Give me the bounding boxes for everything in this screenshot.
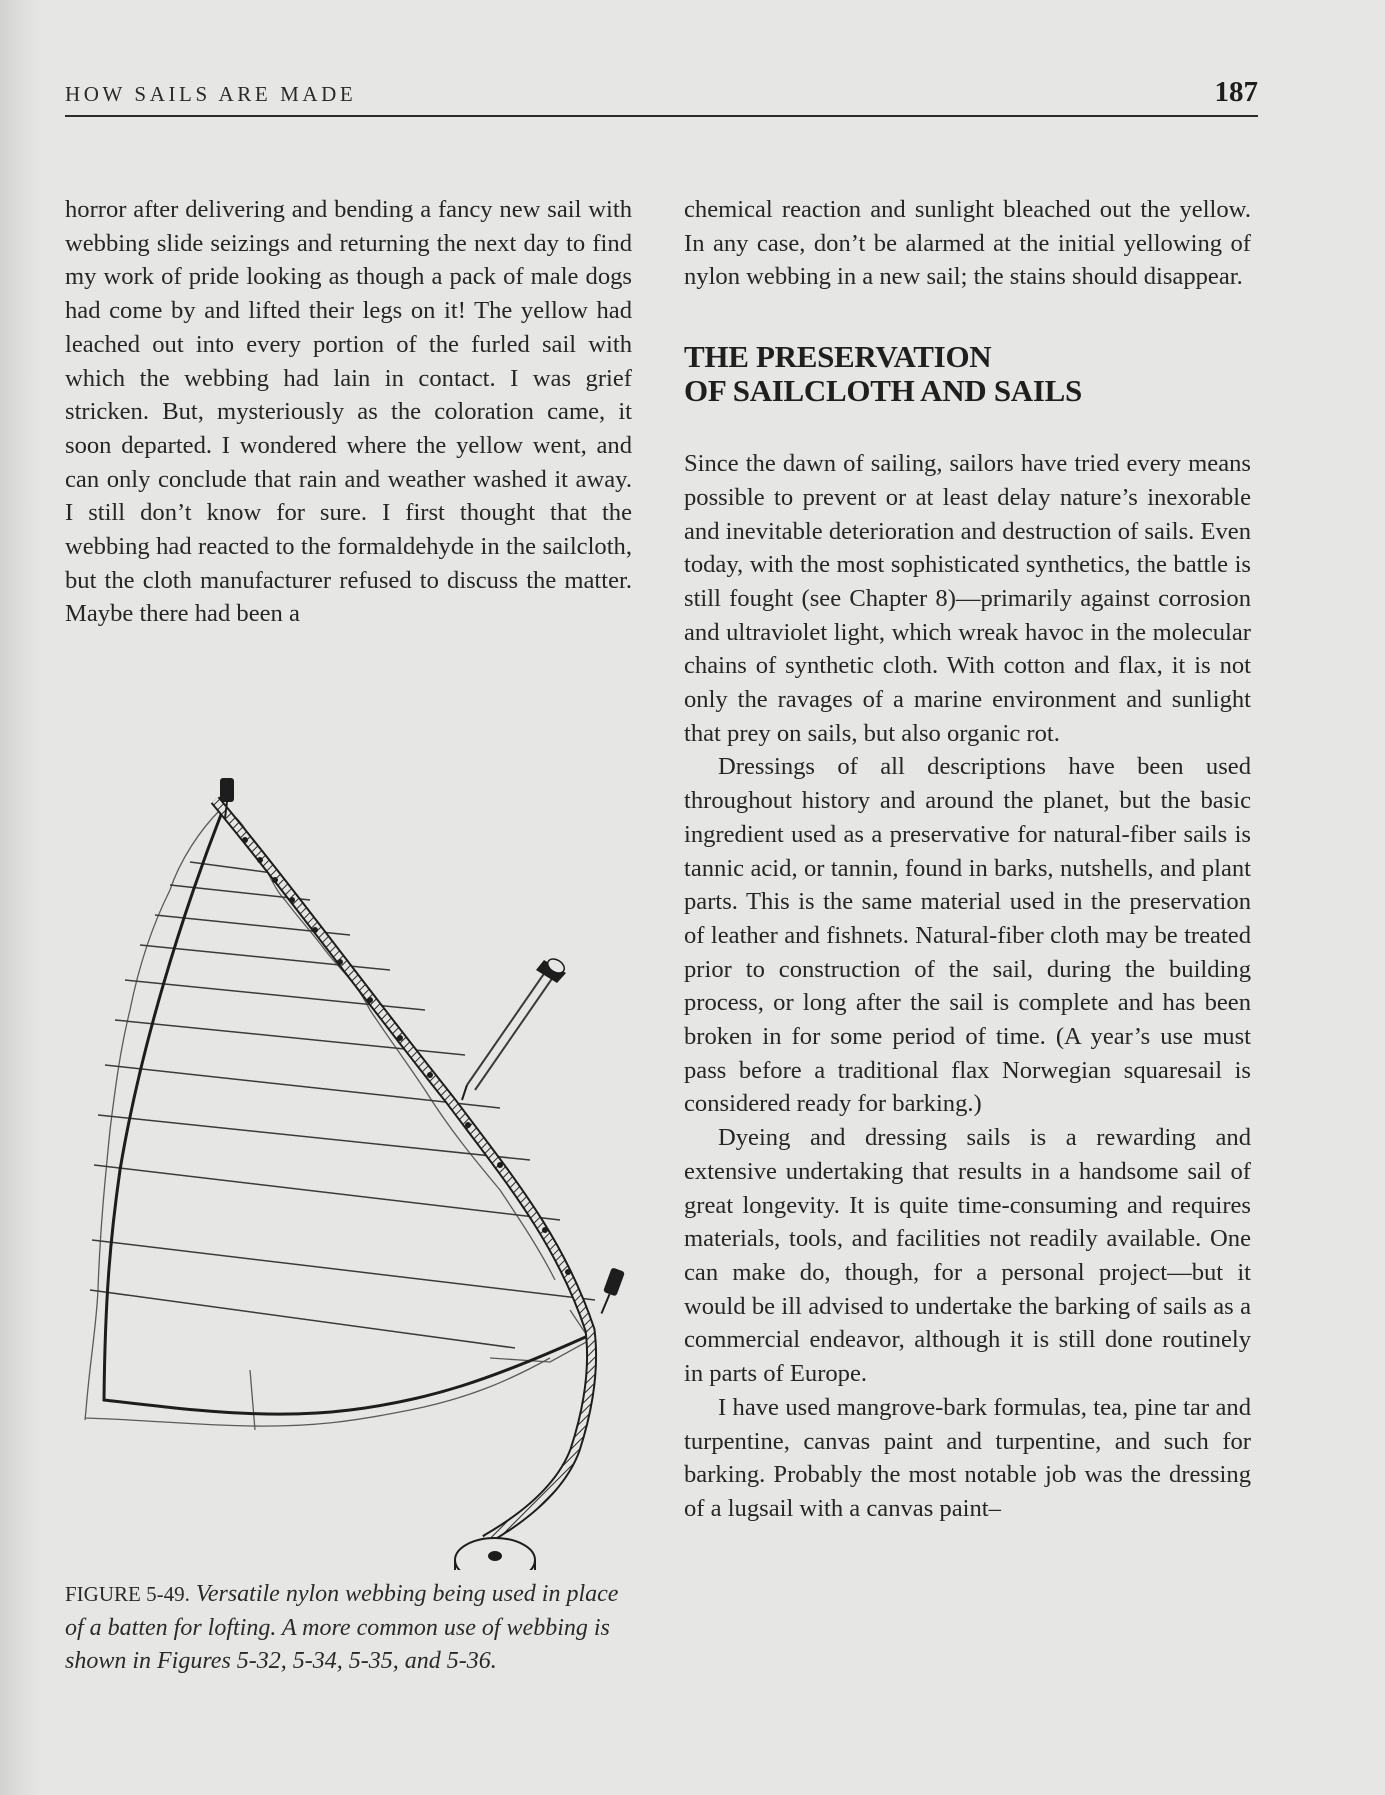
section-heading [684,340,1251,408]
body-paragraph-continued: chemical reaction and sunlight bleached out the yellow. In any case, don’t be alarmed at the initial yellowing of nylon webbing in a new sail; the stains should disappear. [684,196,1251,291]
pencil-icon [462,956,567,1100]
body-paragraph: horror after delivering and bending a fancy new sail with webbing slide seizings and returning the next day to find my work of pride looking as though a pack of male dogs had come by and lifted their legs on it! The yellow had leached out into every portion of the furled sail with which the webbing had lain in contact. I was grief stricken. But, mysteriously as the coloration came, it soon departed. I wondered where the yellow went, and can only conclude that rain and weather washed it away. I still don’t know for sure. I first thought that the webbing had reacted to the formaldehyde in the sailcloth, but the cloth manufacturer refused to discuss the matter. Maybe there had been a [65,196,632,628]
left-column [65,193,632,631]
page-gutter-shadow [0,0,40,1795]
figure-sail-lofting [70,770,650,1570]
body-paragraph: Dyeing and dressing sails is a rewarding and extensive undertaking that results in a handsome sail of great longevity. It is quite time-consuming and requires materials, tools, and facilities not readily available. One can make do, though, for a personal project—but it would be ill advised to undertake the barking of sails as a commercial endeavor, although it is still done routinely in parts of Europe. [684,1124,1251,1388]
running-title: HOW SAILS ARE MADE [65,82,357,106]
page-number: 187 [1214,76,1258,108]
body-paragraph: I have used mangrove-bark formulas, tea, pine tar and turpentine, canvas paint and turpentine, and such for barking. Probably the most notable job was the dressing of a lugsail with a canvas paint– [684,1393,1251,1522]
figure-label: FIGURE 5-49. [65,1582,190,1606]
section-heading-line-2: OF SAILCLOTH AND SAILS [684,373,1082,409]
figure-caption [65,1578,640,1679]
tape-measure-icon [455,1538,535,1570]
body-paragraph: Dressings of all descriptions have been used throughout history and around the planet, but the basic ingredient used as a preservative for natural-fiber sails is tannic acid, or tannin, found in barks, nutshells, and plant parts. This is the same material used in the preservation of leather and fishnets. Natural-fiber cloth may be treated prior to construction of the sail, during the building process, or long after the sail is complete and has been broken in for some period of time. (A year’s use must pass before a traditional flax Norwegian squaresail is considered ready for barking.) [684,753,1251,1118]
header-rule [65,115,1258,117]
sail-illustration [70,770,650,1570]
running-head [65,78,1258,118]
figure-caption-text: Versatile nylon webbing being used in place of a batten for lofting. A more common use of webbing is shown in Figures 5-32, 5-34, 5-35, and 5-36. [65,1581,619,1674]
body-paragraph: Since the dawn of sailing, sailors have tried every means possible to prevent or at least delay nature’s inexorable and inevitable deterioration and destruction of sails. Even today, with the most sophisticated synthetics, the battle is still fought (see Chapter 8)—primarily against corrosion and ultraviolet light, which wreak havoc in the molecular chains of synthetic cloth. With cotton and flax, it is not only the ravages of a marine environment and sunlight that prey on sails, but also organic rot. [684,450,1251,747]
section-heading-line-1: THE PRESERVATION [684,339,992,375]
right-column [684,193,1251,1526]
